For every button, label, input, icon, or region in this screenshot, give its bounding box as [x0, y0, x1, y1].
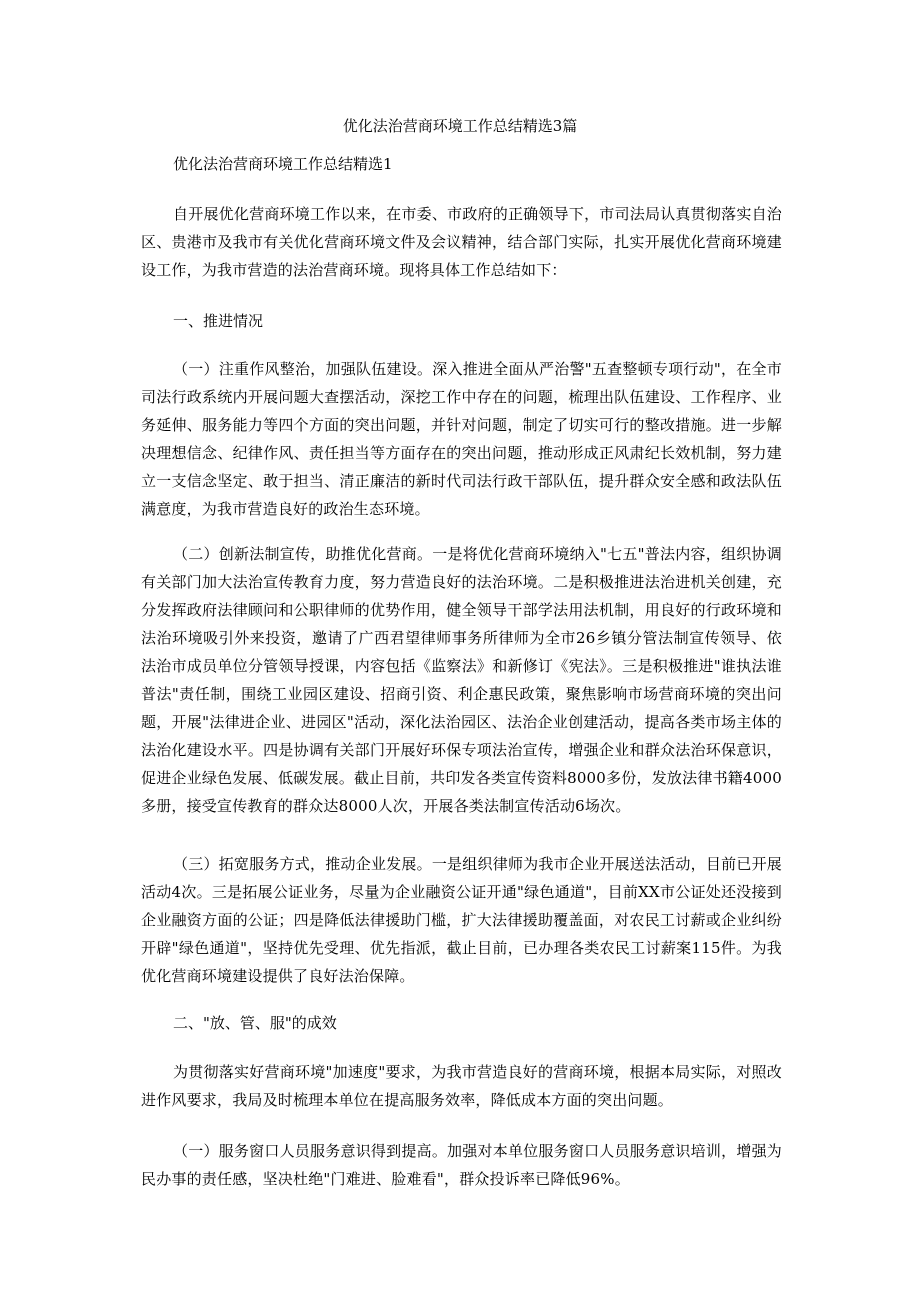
- document-title: 优化法治营商环境工作总结精选3篇: [342, 117, 578, 135]
- document-subtitle: 优化法治营商环境工作总结精选1: [173, 155, 393, 173]
- section-1-paragraph-3: （三）拓宽服务方式，推动企业发展。一是组织律师为我市企业开展送法活动，目前已开展活动4次。三是拓展公证业务，尽量为企业融资公证开通"绿色通道"，目前XX市公证处还没接到企业融资方面的公证；四是降低法律援助门槛，扩大法律援助覆盖面，对农民工讨薪或企业纠纷开辟"绿色通道"，坚持优先受理、优先指派，截止目前，已办理各类农民工讨薪案115件。为我优化营商环境建设提供了良好法治保障。: [141, 855, 782, 985]
- section-1-paragraph-1: （一）注重作风整治，加强队伍建设。深入推进全面从严治警"五查整顿专项行动"，在全市司法行政系统内开展问题大查摆活动，深挖工作中存在的问题，梳理出队伍建设、工作程序、业务延伸、服务能力等四个方面的突出问题，并针对问题，制定了切实可行的整改措施。进一步解决理想信念、纪律作风、责任担当等方面存在的突出问题，推动形成正风肃纪长效机制，努力建立一支信念坚定、敢于担当、清正廉洁的新时代司法行政干部队伍，提升群众安全感和政法队伍满意度，为我市营造良好的政治生态环境。: [141, 360, 782, 518]
- section-1-heading: 一、推进情况: [173, 312, 264, 330]
- section-2-heading: 二、"放、管、服"的成效: [173, 1014, 337, 1032]
- section-2-paragraph-1: （一）服务窗口人员服务意识得到提高。加强对本单位服务窗口人员服务意识培训，增强为民办事的责任感，坚决杜绝"门难进、脸难看"，群众投诉率已降低96%。: [141, 1142, 782, 1188]
- intro-paragraph: 自开展优化营商环境工作以来，在市委、市政府的正确领导下，市司法局认真贯彻落实自治区、贵港市及我市有关优化营商环境文件及会议精神，结合部门实际，扎实开展优化营商环境建设工作，为我市营造的法治营商环境。现将具体工作总结如下：: [141, 205, 782, 279]
- section-1-paragraph-2: （二）创新法制宣传，助推优化营商。一是将优化营商环境纳入"七五"普法内容，组织协调有关部门加大法治宣传教育力度，努力营造良好的法治环境。二是积极推进法治进机关创建，充分发挥政府法律顾问和公职律师的优势作用，健全领导干部学法用法机制，用良好的行政环境和法治环境吸引外来投资，邀请了广西君望律师事务所律师为全市26乡镇分管法制宣传领导、依法治市成员单位分管领导授课，内容包括《监察法》和新修订《宪法》。三是积极推进"谁执法谁普法"责任制，围绕工业园区建设、招商引资、利企惠民政策，聚焦影响市场营商环境的突出问题，开展"法律进企业、进园区"活动，深化法治园区、法治企业创建活动，提高各类市场主体的法治化建设水平。四是协调有关部门开展好环保专项法治宣传，增强企业和群众法治环保意识，促进企业绿色发展、低碳发展。截止目前，共印发各类宣传资料8000多份，发放法律书籍4000多册，接受宣传教育的群众达8000人次，开展各类法制宣传活动6场次。: [141, 545, 782, 815]
- section-2-intro-paragraph: 为贯彻落实好营商环境"加速度"要求，为我市营造良好的营商环境，根据本局实际，对照改进作风要求，我局及时梳理本单位在提高服务效率，降低成本方面的突出问题。: [141, 1063, 782, 1109]
